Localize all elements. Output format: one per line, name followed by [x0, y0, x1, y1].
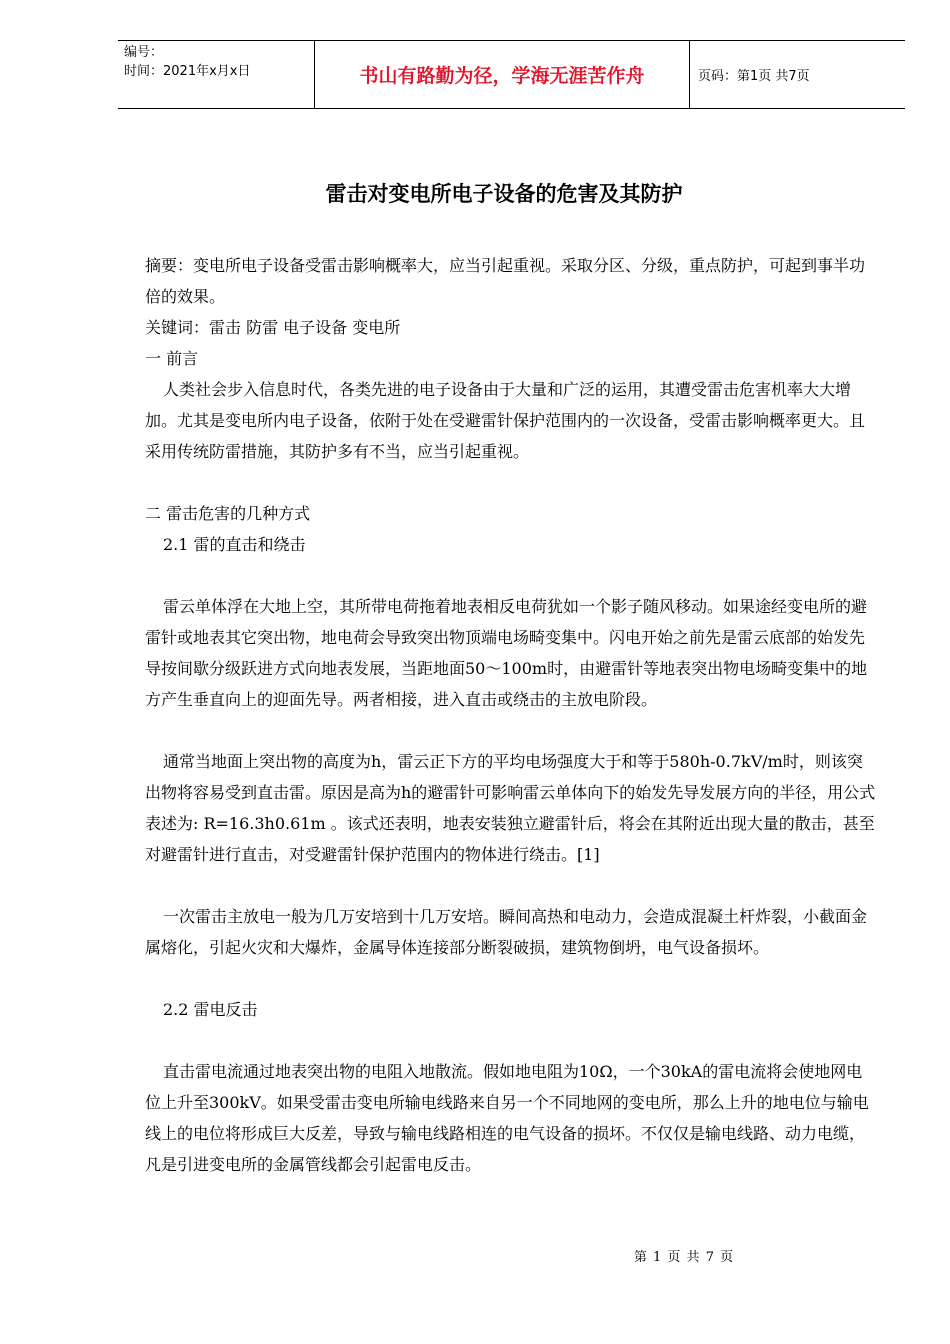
page-footer: 第 1 页 共 7 页 — [633, 1250, 735, 1265]
doc-time: 时间：2021年x月x日 — [124, 64, 251, 79]
page-header — [118, 40, 905, 109]
paragraph: 雷云单体浮在大地上空，其所带电荷拖着地表相反电荷犹如一个影子随风移动。如果途经变电所的避雷针或地表其它突出物，地电荷会导致突出物顶端电场畸变集中。闪电开始之前先是雷云底部的始发先导按间歇分级跃进方式向地表发展，当距地面50～100m时，由避雷针等地表突出物电场畸变集中的地方产生垂直向上的迎面先导。两者相接，进入直击或绕击的主放电阶段。 — [145, 597, 868, 709]
paragraph: 一次雷击主放电一般为几万安培到十几万安培。瞬间高热和电动力，会造成混凝土杆炸裂，小截面金属熔化，引起火灾和大爆炸，金属导体连接部分断裂破损，建筑物倒坍，电气设备损坏。 — [145, 907, 868, 957]
paragraph: 通常当地面上突出物的高度为h，雷云正下方的平均电场强度大于和等于580h-0.7kV/m时，则该突出物将容易受到直击雷。原因是高为h的避雷针可影响雷云单体向下的始发先导发展方向的半径，用公式表述为: R=16.3h0.61m 。该式还表明，地表安装独立避雷针后，将会在其附近出现大量的散击，甚至对避雷针进行直击，对受避雷针保护范围内的物体进行绕击。[1] — [145, 752, 876, 864]
header-motto: 书山有路勤为径，学海无涯苦作舟 — [315, 41, 690, 108]
document-title: 雷击对变电所电子设备的危害及其防护 — [325, 181, 683, 206]
paragraph: 直击雷电流通过地表突出物的电阻入地散流。假如地电阻为10Ω，一个30kA的雷电流将会使地网电位上升至300kV。如果受雷击变电所输电线路来自另一个不同地网的变电所，那么上升的地电位与输电线上的电位将形成巨大反差，导致与输电线路相连的电气设备的损坏。不仅仅是输电线路、动力电缆，凡是引进变电所的金属管线都会引起雷电反击。 — [145, 1062, 869, 1174]
paragraph: 人类社会步入信息时代，各类先进的电子设备由于大量和广泛的运用，其遭受雷击危害机率大大增加。尤其是变电所内电子设备，依附于处在受避雷针保护范围内的一次设备，受雷击影响概率更大。且采用传统防雷措施，其防护多有不当，应当引起重视。 — [145, 380, 866, 461]
header-meta — [118, 41, 315, 108]
header-page-info: 页码：第1页 共7页 — [698, 69, 810, 84]
section-2-2-heading: 2.2 雷电反击 — [163, 1000, 258, 1019]
section-2-heading: 二 雷击危害的几种方式 — [145, 504, 311, 523]
keywords: 关键词：雷击 防雷 电子设备 变电所 — [145, 318, 401, 337]
section-2-1-heading: 2.1 雷的直击和绕击 — [163, 535, 306, 554]
section-1-heading: 一 前言 — [145, 349, 199, 368]
doc-number: 编号： — [124, 45, 164, 60]
abstract: 摘要：变电所电子设备受雷击影响概率大，应当引起重视。采取分区、分级，重点防护，可起到事半功倍的效果。 — [145, 256, 866, 306]
document-body — [145, 250, 878, 1180]
